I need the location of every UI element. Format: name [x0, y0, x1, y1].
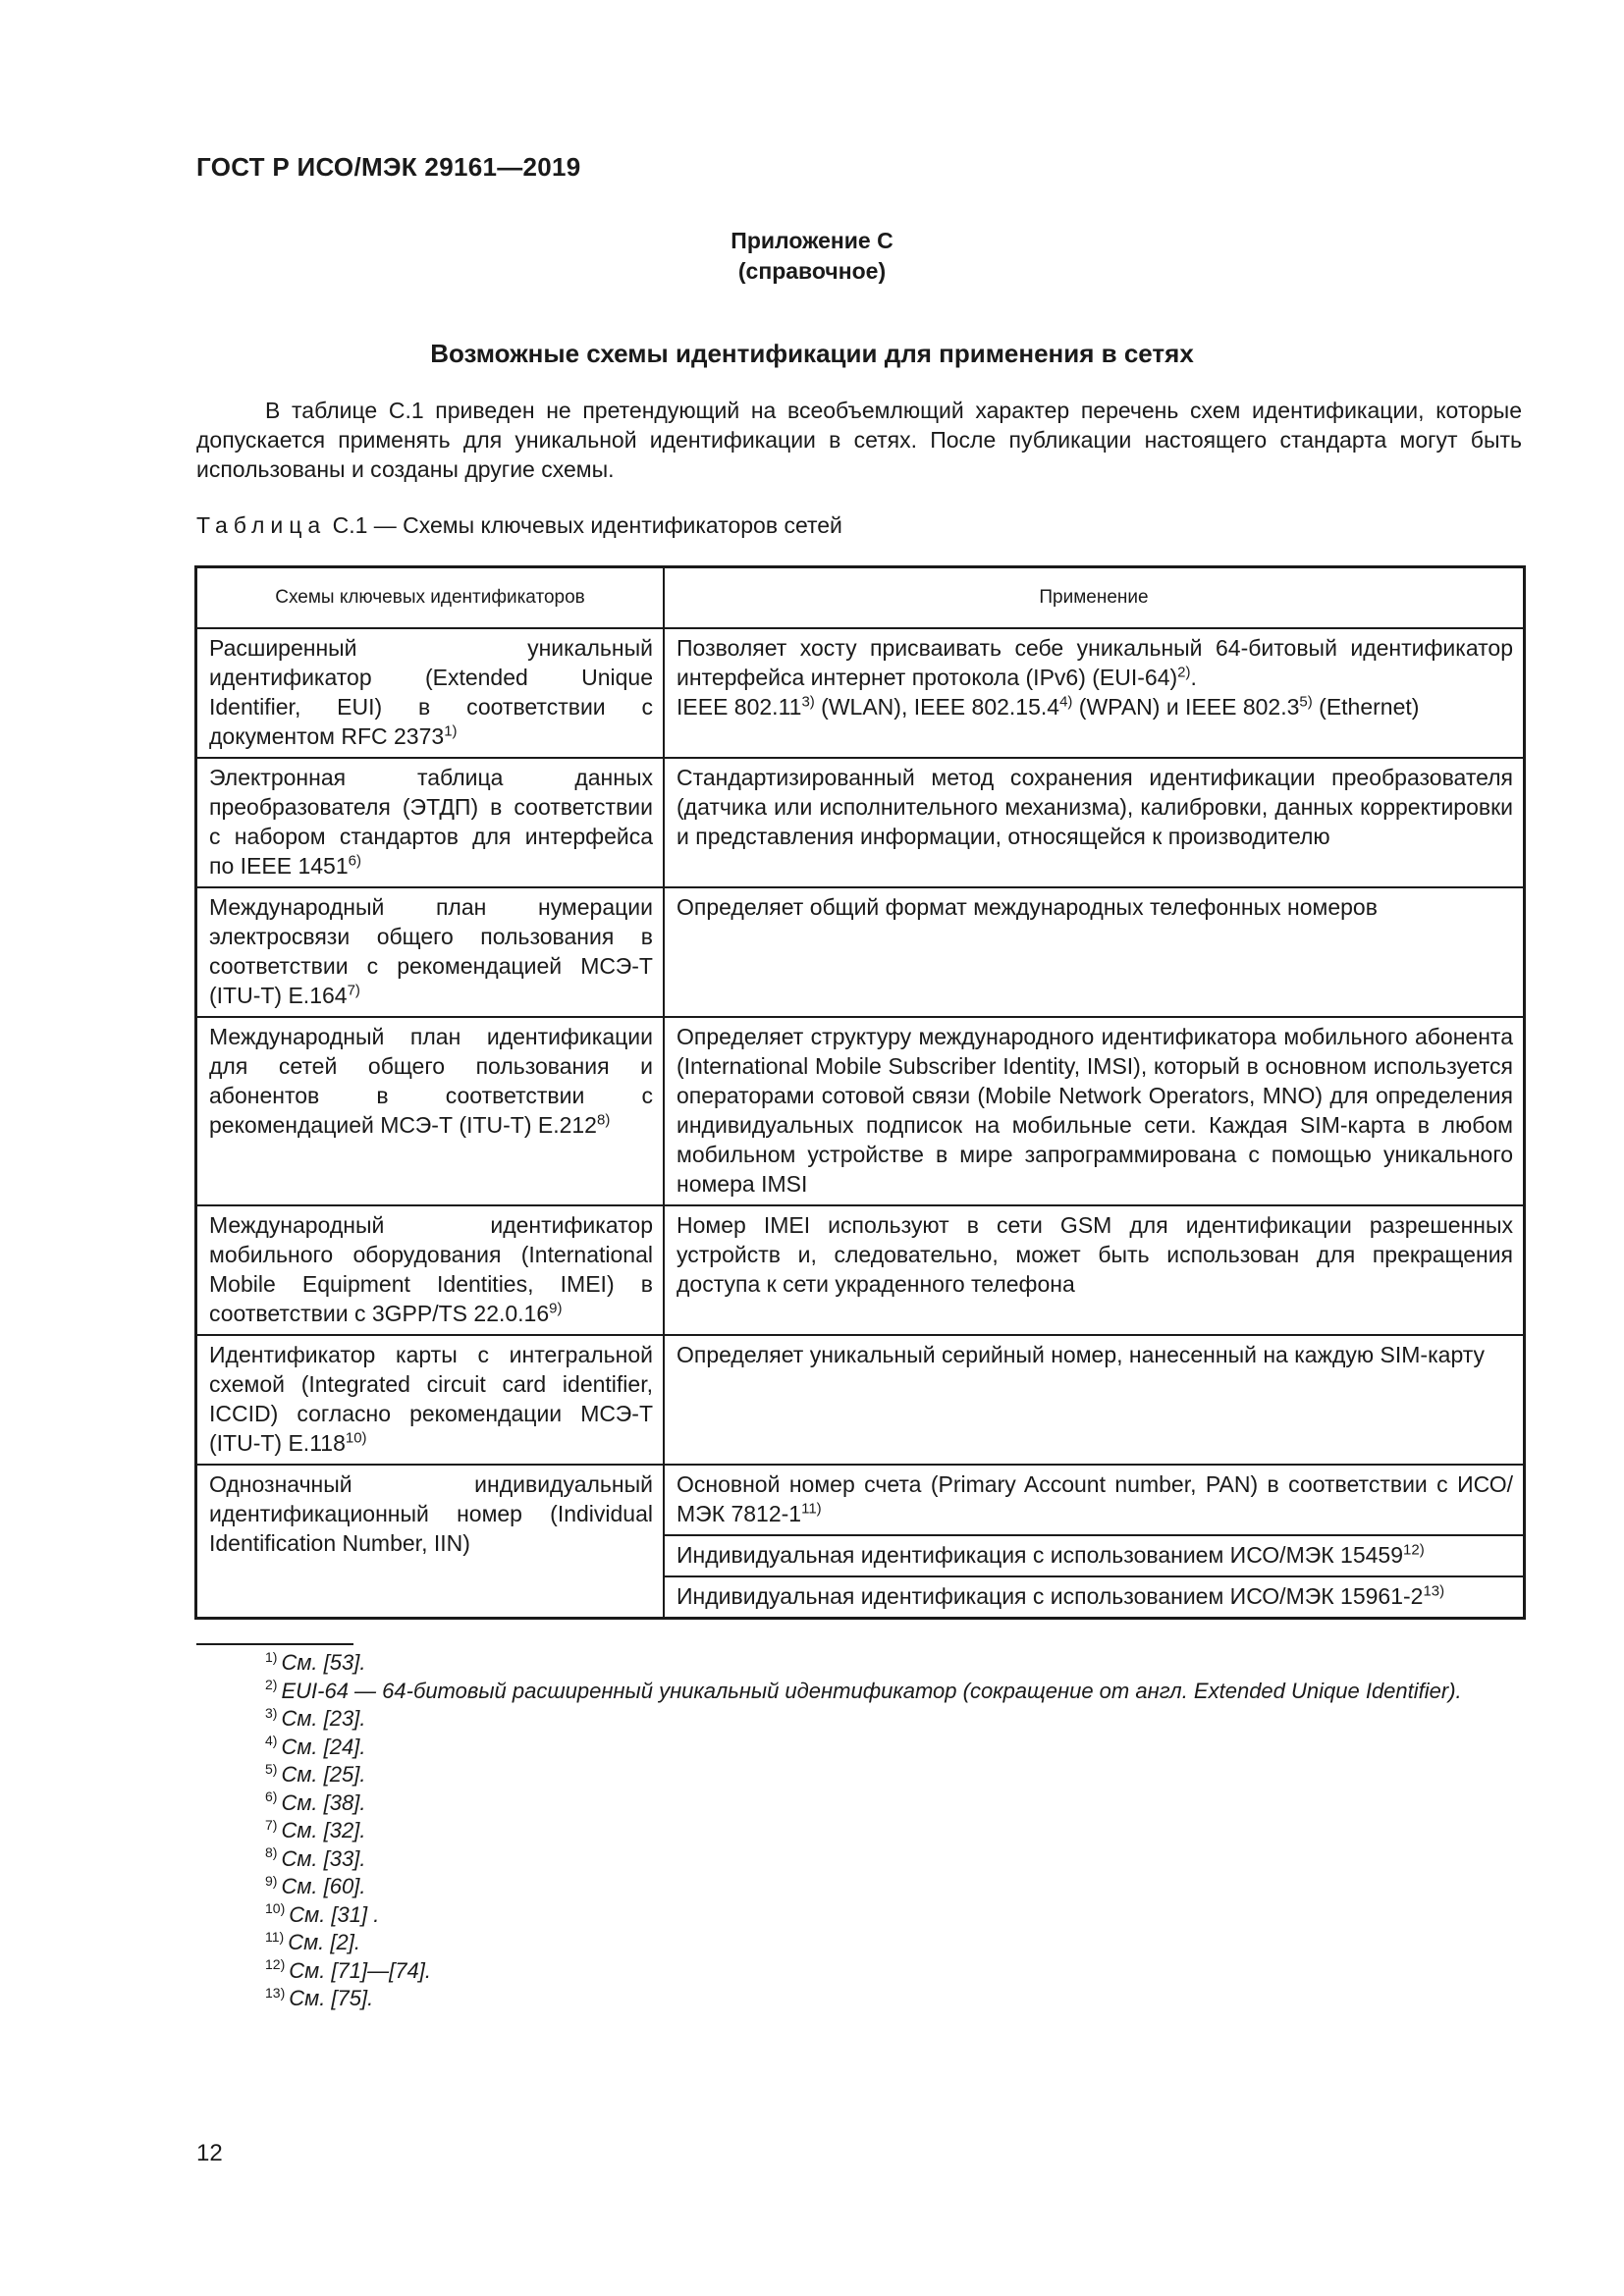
table-caption-label: Таблица: [196, 512, 327, 538]
footnote-ref: 6): [348, 852, 361, 870]
footnote-text: См. [33].: [281, 1845, 366, 1871]
footnote-ref: 8): [596, 1111, 611, 1129]
scheme-cell: [196, 628, 665, 758]
table-header-row: [196, 567, 1525, 629]
footnote-number: 4): [265, 1733, 278, 1749]
application-cell: Стандартизированный метод сохранения идентификации преобразователя (датчика или исполнительного механизма), калибровки, данных корректировки и представления информации, относящейся к производителю: [664, 758, 1525, 887]
application-line: [677, 633, 1513, 692]
footnote-text: См. [2].: [288, 1930, 360, 1954]
footnote-text: См. [31] .: [289, 1901, 380, 1927]
footnote-number: 6): [265, 1789, 278, 1805]
application-text: (WPAN) и IEEE 802.3: [1072, 694, 1300, 720]
footnote-text: См. [38].: [281, 1789, 366, 1815]
footnote: [196, 1929, 1527, 1957]
footnote-separator: [196, 1643, 353, 1645]
footnote-ref: 13): [1423, 1582, 1445, 1600]
scheme-cell: [196, 1017, 665, 1205]
scheme-cell: [196, 758, 665, 887]
identifier-schemes-table: [194, 565, 1526, 1620]
footnote: [196, 1845, 1527, 1874]
footnote-number: 8): [265, 1844, 278, 1861]
footnote-text: См. [53].: [281, 1650, 366, 1675]
footnote-ref: 10): [345, 1429, 367, 1447]
footnote: [196, 1789, 1527, 1818]
application-cell: Определяет уникальный серийный номер, нанесенный на каждую SIM-карту: [664, 1335, 1525, 1465]
footnote-number: 5): [265, 1760, 278, 1777]
scheme-cell: [196, 1335, 665, 1465]
footnote: [196, 1873, 1527, 1901]
footnote-text: EUI-64 — 64-битовый расширенный уникальный идентификатор (сокращение от англ. Extended Unique Identifier).: [281, 1678, 1462, 1703]
footnote-ref: 5): [1299, 693, 1313, 711]
document-code: ГОСТ Р ИСО/МЭК 29161—2019: [196, 152, 581, 182]
footnote-text: См. [75].: [289, 1986, 374, 2010]
footnote: [196, 1761, 1527, 1789]
application-line: [677, 692, 1513, 721]
table-row: [196, 628, 1525, 758]
application-cell: Определяет общий формат международных телефонных номеров: [664, 887, 1525, 1017]
footnote: [196, 1817, 1527, 1845]
table-row: [196, 887, 1525, 1017]
footnote-text: См. [32].: [281, 1818, 366, 1842]
scheme-text: Однозначный индивидуальный идентификационный номер (Individual Identification Number, IIN): [209, 1471, 653, 1556]
application-cell: Определяет структуру международного идентификатора мобильного абонента (International Mobile Subscriber Identity, IMSI), который в основном используется операторами сотовой связи (Mobile Network Operators, MNO) для определения индивидуальных подписок на мобильные сети. Каждая SIM-карта в любом мобильном устройстве в мире запрограммирована с помощью уникального номера IMSI: [664, 1017, 1525, 1205]
scheme-cell: [196, 1465, 665, 1619]
table-caption-text: С.1 — Схемы ключевых идентификаторов сетей: [332, 512, 842, 538]
application-cell: [664, 1535, 1525, 1576]
footnote: [196, 1705, 1527, 1734]
application-text: Основной номер счета (Primary Account number, PAN) в соответствии с ИСО/МЭК 7812-1: [677, 1471, 1513, 1526]
scheme-text: Расширенный уникальный идентификатор (Extended Unique Identifier, EUI) в соответствии с документом RFC 2373: [209, 635, 653, 749]
intro-paragraph: В таблице С.1 приведен не претендующий на всеобъемлющий характер перечень схем идентификации, которые допускается применять для уникальной идентификации в сетях. После публикации настоящего стандарта могут быть использованы и созданы другие схемы.: [196, 398, 1522, 482]
column-header-application: Применение: [664, 567, 1525, 629]
footnote: [196, 1649, 1527, 1678]
footnote-text: См. [60].: [281, 1874, 366, 1898]
footnote-number: 9): [265, 1872, 278, 1889]
footnote-ref: 1): [444, 722, 458, 740]
footnote-text: См. [24].: [281, 1734, 366, 1759]
footnote-text: См. [23].: [281, 1706, 366, 1731]
scheme-cell: [196, 887, 665, 1017]
footnote-number: 3): [265, 1704, 278, 1721]
footnote-ref: 2): [1177, 664, 1191, 681]
footnote-number: 7): [265, 1816, 278, 1833]
footnote-number: 11): [265, 1928, 285, 1945]
column-header-schemes: Схемы ключевых идентификаторов: [196, 567, 665, 629]
table-row: [196, 1205, 1525, 1335]
application-text: (Ethernet): [1312, 694, 1420, 720]
table-row: [196, 1335, 1525, 1465]
page-number: 12: [196, 2140, 223, 2166]
footnote-number: 12): [265, 1956, 286, 1973]
application-cell: [664, 628, 1525, 758]
scheme-text: Электронная таблица данных преобразователя (ЭТДП) в соответствии с набором стандартов для интерфейса по IEEE 1451: [209, 765, 653, 879]
application-text: .: [1190, 665, 1197, 690]
scheme-text: Международный план идентификации для сетей общего пользования и абонентов в соответствии с рекомендацией МСЭ-Т (ITU-T) Е.212: [209, 1024, 653, 1138]
footnote-ref: 11): [801, 1500, 822, 1518]
footnote: [196, 1734, 1527, 1762]
annex-title: Приложение С: [731, 228, 893, 253]
application-text: Позволяет хосту присваивать себе уникальный 64-битовый идентификатор интерфейса интернет протокола (IPv6) (EUI-64): [677, 635, 1513, 690]
footnote-number: 13): [265, 1984, 286, 2001]
application-text: (WLAN), IEEE 802.15.4: [814, 694, 1060, 720]
application-cell: [664, 1465, 1525, 1535]
scheme-text: Международный идентификатор мобильного оборудования (International Mobile Equipment Identities, IMEI) в соответствии с 3GPP/TS 22.0.16: [209, 1212, 653, 1326]
footnote: [196, 1678, 1527, 1706]
scheme-text: Международный план нумерации электросвязи общего пользования в соответствии с рекомендацией МСЭ-Т (ITU-T) Е.164: [209, 894, 653, 1008]
footnote-text: См. [25].: [281, 1762, 366, 1787]
footnotes: [196, 1649, 1527, 2013]
footnote-ref: 9): [549, 1300, 563, 1317]
footnote-number: 2): [265, 1677, 278, 1693]
footnote-ref: 3): [801, 693, 815, 711]
footnote-ref: 4): [1059, 693, 1073, 711]
footnote-number: 10): [265, 1900, 286, 1917]
annex-subtitle: (справочное): [737, 258, 887, 284]
table-row: [196, 758, 1525, 887]
table-row: [196, 1017, 1525, 1205]
scheme-text: Идентификатор карты с интегральной схемой (Integrated circuit card identifier, ICCID) согласно рекомендации МСЭ-Т (ITU-T) Е.118: [209, 1342, 653, 1456]
application-cell: Номер IMEI используют в сети GSM для идентификации разрешенных устройств и, следовательно, может быть использован для прекращения доступа к сети украденного телефона: [664, 1205, 1525, 1335]
footnote-ref: 7): [347, 982, 360, 999]
footnote-ref: 12): [1403, 1541, 1425, 1559]
footnote-text: См. [71]—[74].: [289, 1957, 431, 1983]
application-text: Индивидуальная идентификация с использованием ИСО/МЭК 15961-2: [677, 1583, 1424, 1609]
footnote: [196, 1901, 1527, 1930]
footnote: [196, 1957, 1527, 1986]
section-title: Возможные схемы идентификации для применения в сетях: [430, 339, 1194, 368]
footnote: [196, 1985, 1527, 2013]
table-row: [196, 1465, 1525, 1535]
table-caption: [196, 512, 842, 539]
footnote-number: 1): [265, 1648, 278, 1665]
application-text: IEEE 802.11: [677, 694, 802, 720]
application-text: Индивидуальная идентификация с использованием ИСО/МЭК 15459: [677, 1542, 1404, 1568]
scheme-cell: [196, 1205, 665, 1335]
application-cell: [664, 1576, 1525, 1619]
